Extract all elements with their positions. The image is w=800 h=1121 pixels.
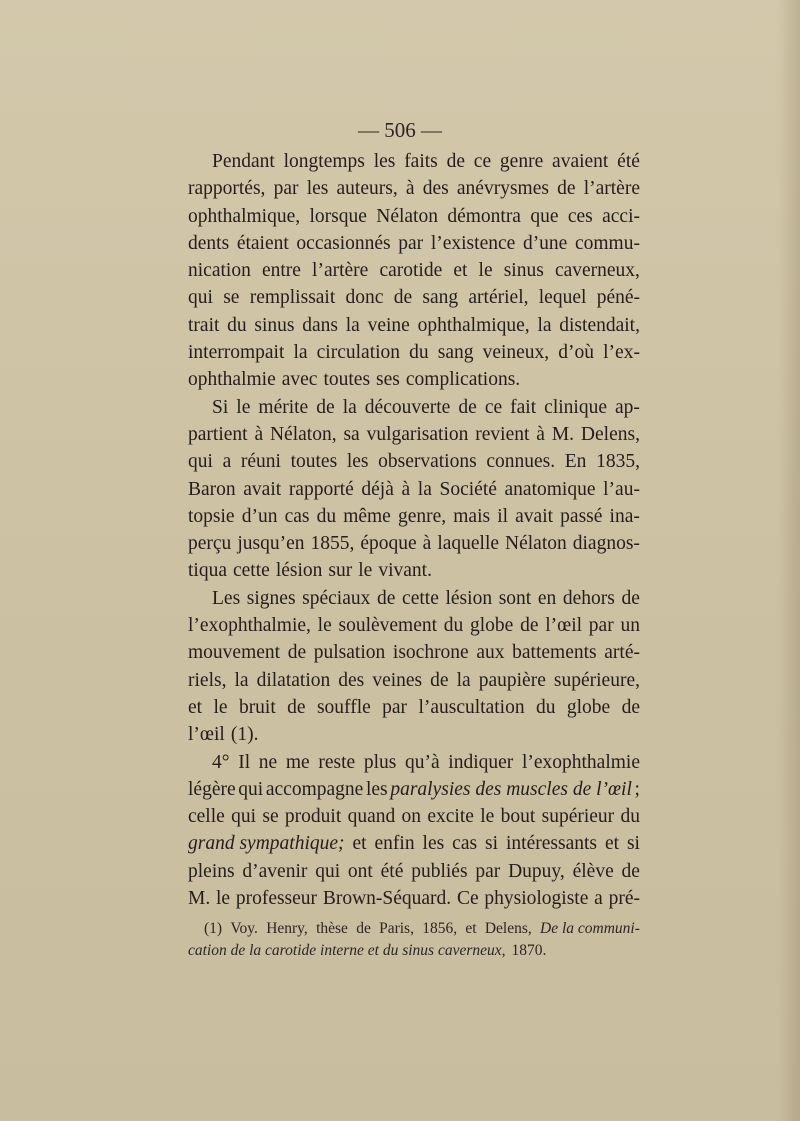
text-line: topsie d’un cas du même genre, mais il avait passé ina-: [188, 505, 640, 527]
text-line: riels, la dilatation des veines de la paupière supérieure,: [188, 669, 640, 691]
text-line: dents étaient occasionnés par l’existence d’une commu-: [188, 232, 640, 254]
text-line: qui a réuni toutes les observations connues. En 1835,: [188, 451, 640, 473]
paragraph: [188, 749, 640, 913]
text-line: légère qui accompagne les paralysies des muscles de l’œil ;: [188, 778, 640, 800]
page-number: — 506 —: [358, 118, 442, 142]
body-text: [188, 148, 640, 912]
text-line: nication entre l’artère carotide et le sinus caverneux,: [188, 260, 640, 282]
footnote-line: (1) Voy. Henry, thèse de Paris, 1856, et Delens, De la communi-: [204, 920, 640, 937]
text-line: mouvement de pulsation isochrone aux battements arté-: [188, 642, 640, 664]
text-line: ophthalmique, lorsque Nélaton démontra que ces acci-: [188, 205, 640, 227]
text-line: ophthalmie avec toutes ses complications.: [188, 369, 521, 391]
text-line: Les signes spéciaux de cette lésion sont en dehors de: [212, 587, 640, 609]
text-line: l’exophthalmie, le soulèvement du globe de l’œil par un: [188, 615, 640, 637]
text-line: grand sympathique; et enfin les cas si intéressants et si: [188, 833, 640, 855]
text-line: et le bruit de souffle par l’auscultation du globe de: [188, 696, 640, 718]
paragraph: [188, 394, 640, 585]
footnote: [188, 918, 640, 962]
text-line: Pendant longtemps les faits de ce genre avaient été: [212, 151, 640, 172]
text-line: Si le mérite de la découverte de ce fait clinique ap-: [212, 396, 640, 418]
text-line: interrompait la circulation du sang veineux, d’où l’ex-: [188, 342, 640, 364]
paragraph: [188, 148, 640, 394]
text-line: partient à Nélaton, sa vulgarisation revient à M. Delens,: [188, 423, 640, 445]
text-line: 4° Il ne me reste plus qu’à indiquer l’exophthalmie: [212, 751, 640, 773]
text-line: rapportés, par les auteurs, à des anévrysmes de l’artère: [188, 178, 640, 200]
footnote-reference: (1).: [230, 724, 259, 746]
text-line: tiqua cette lésion sur le vivant.: [188, 560, 432, 582]
text-line: celle qui se produit quand on excite le bout supérieur du: [188, 806, 640, 828]
page-edge-shadow: [778, 0, 800, 1121]
text-line: qui se remplissait donc de sang artériel, lequel péné-: [188, 287, 640, 309]
text-line: M. le professeur Brown-Séquard. Ce physiologiste a pré-: [188, 888, 640, 910]
footnote-line: cation de la carotide interne et du sinus caverneux, 1870.: [188, 942, 547, 959]
text-line: Baron avait rapporté déjà à la Société anatomique l’au-: [188, 478, 640, 500]
text-line: l’œil (1).: [188, 721, 640, 748]
text-line: pleins d’avenir qui ont été publiés par Dupuy, élève de: [188, 860, 640, 882]
paragraph: [188, 585, 640, 749]
text-line: trait du sinus dans la veine ophthalmique, la distendait,: [188, 314, 640, 336]
text-line: perçu jusqu’en 1855, époque à laquelle Nélaton diagnos-: [188, 533, 640, 555]
